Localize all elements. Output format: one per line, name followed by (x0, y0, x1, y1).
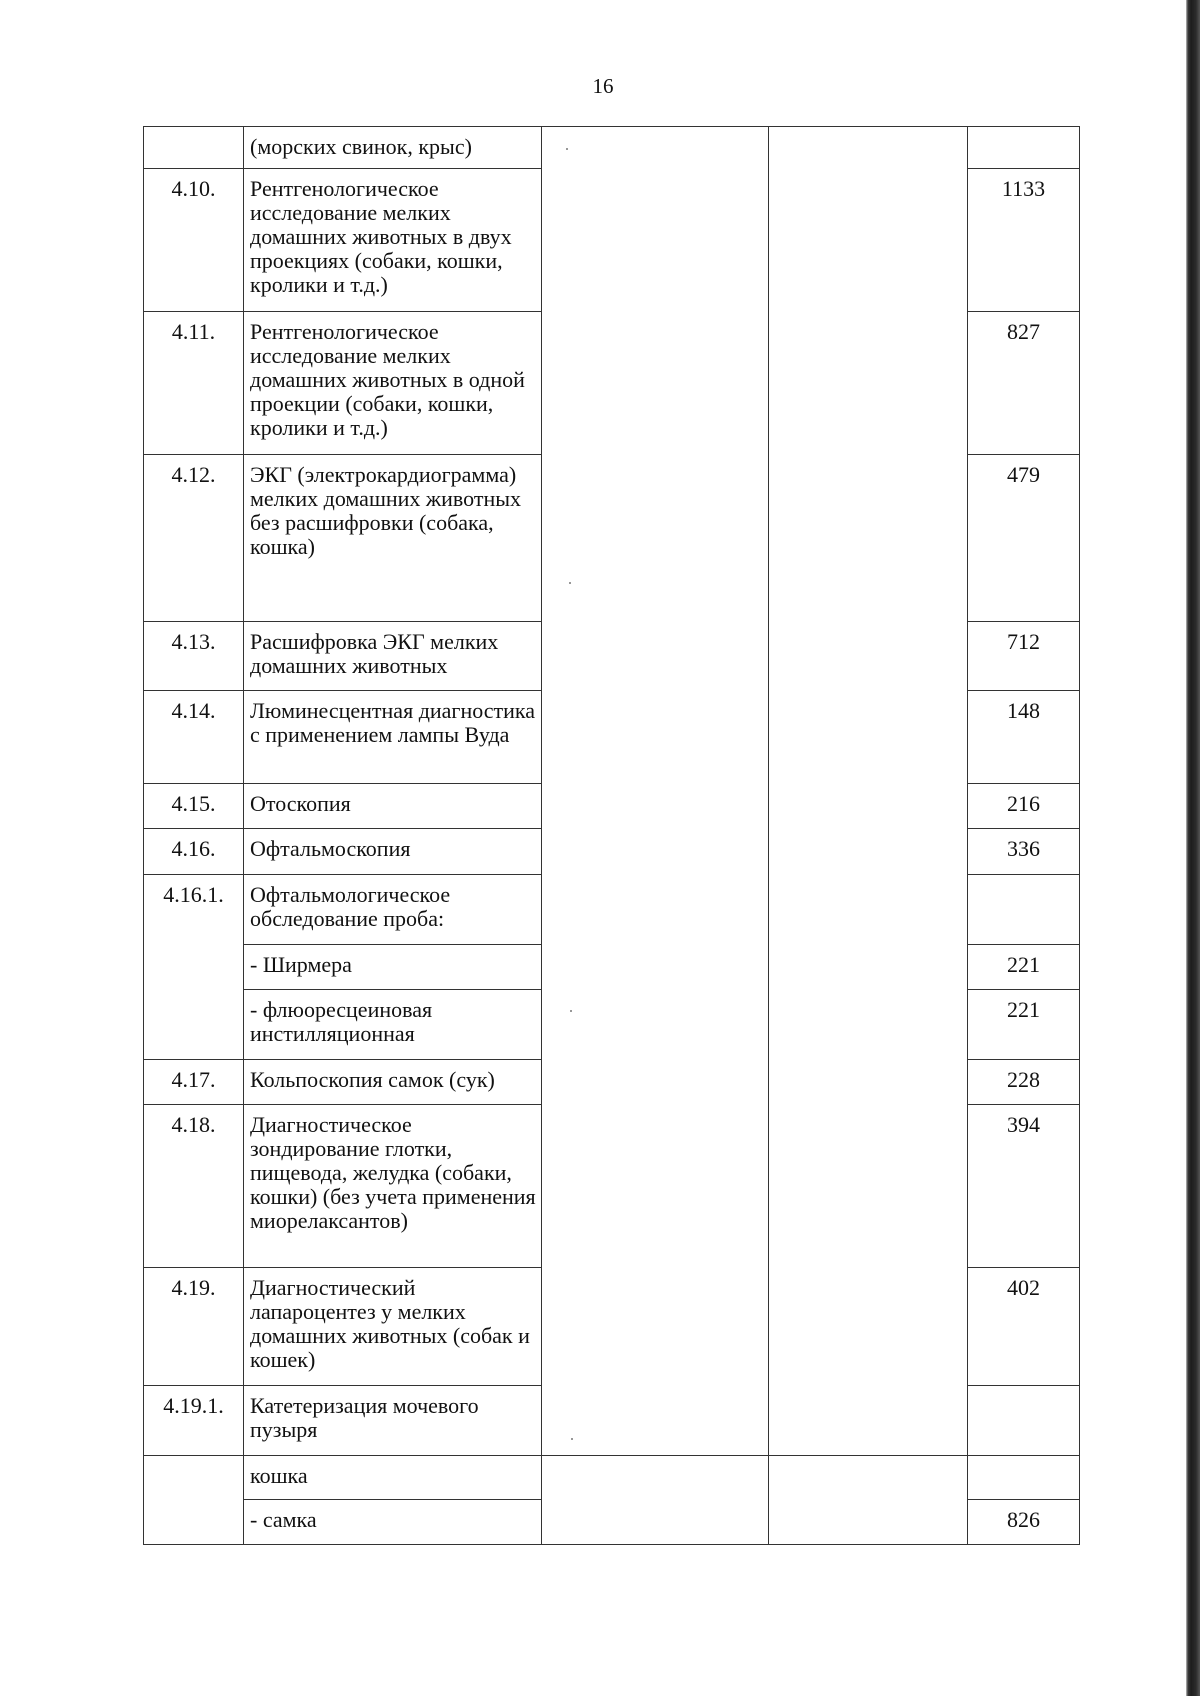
row-number (144, 127, 244, 169)
service-price: 221 (968, 990, 1080, 1060)
service-price: 826 (968, 1500, 1080, 1545)
service-price: 336 (968, 829, 1080, 875)
service-name: Диагностическое зондирование глотки, пищевода, желудка (собаки, кошки) (без учета применения миорелаксантов) (244, 1105, 542, 1268)
service-price: 1133 (968, 169, 1080, 312)
service-price: 402 (968, 1268, 1080, 1386)
service-price (968, 875, 1080, 945)
service-price: 148 (968, 691, 1080, 784)
row-number: 4.19.1. (144, 1386, 244, 1456)
empty-cell (769, 127, 968, 1456)
scan-speck (570, 1010, 572, 1012)
service-name: Рентгенологическое исследование мелких домашних животных в одной проекции (собаки, кошки, кролики и т.д.) (244, 312, 542, 455)
empty-cell (769, 1456, 968, 1545)
service-name: - Ширмера (244, 945, 542, 990)
service-price: 221 (968, 945, 1080, 990)
row-number: 4.16.1. (144, 875, 244, 1060)
service-name: Отоскопия (244, 784, 542, 829)
service-name: - флюоресцеиновая инстилляционная (244, 990, 542, 1060)
row-number: 4.10. (144, 169, 244, 312)
service-name: Люминесцентная диагностика с применением лампы Вуда (244, 691, 542, 784)
row-number: 4.17. (144, 1060, 244, 1105)
scan-speck (571, 1438, 573, 1440)
service-name: Офтальмоскопия (244, 829, 542, 875)
service-price: 228 (968, 1060, 1080, 1105)
service-name: Рентгенологическое исследование мелких домашних животных в двух проекциях (собаки, кошки, кролики и т.д.) (244, 169, 542, 312)
empty-cell (542, 1456, 769, 1545)
service-price: 827 (968, 312, 1080, 455)
row-number: 4.13. (144, 622, 244, 691)
service-name: Кольпоскопия самок (сук) (244, 1060, 542, 1105)
page-number: 16 (592, 74, 614, 98)
service-name: Офтальмологическое обследование проба: (244, 875, 542, 945)
service-price: 479 (968, 455, 1080, 622)
price-table (143, 126, 1080, 1545)
row-number: 4.12. (144, 455, 244, 622)
row-number: 4.16. (144, 829, 244, 875)
row-number: 4.15. (144, 784, 244, 829)
service-price (968, 1386, 1080, 1456)
row-number: 4.14. (144, 691, 244, 784)
service-price: 712 (968, 622, 1080, 691)
service-name: - самка (244, 1500, 542, 1545)
service-price: 216 (968, 784, 1080, 829)
service-price (968, 1456, 1080, 1500)
table-row (144, 1456, 1080, 1500)
row-number (144, 1456, 244, 1545)
empty-cell (542, 127, 769, 1456)
service-name: (морских свинок, крыс) (244, 127, 542, 169)
service-name: Катетеризация мочевого пузыря (244, 1386, 542, 1456)
row-number: 4.19. (144, 1268, 244, 1386)
table-row (144, 127, 1080, 169)
service-price (968, 127, 1080, 169)
scan-edge (1186, 0, 1200, 1696)
row-number: 4.11. (144, 312, 244, 455)
service-name: ЭКГ (электрокардиограмма) мелких домашних животных без расшифровки (собака, кошка) (244, 455, 542, 622)
service-name: Расшифровка ЭКГ мелких домашних животных (244, 622, 542, 691)
scan-speck (569, 582, 571, 584)
scan-speck (566, 148, 568, 150)
service-name: кошка (244, 1456, 542, 1500)
service-price: 394 (968, 1105, 1080, 1268)
row-number: 4.18. (144, 1105, 244, 1268)
service-name: Диагностический лапароцентез у мелких домашних животных (собак и кошек) (244, 1268, 542, 1386)
